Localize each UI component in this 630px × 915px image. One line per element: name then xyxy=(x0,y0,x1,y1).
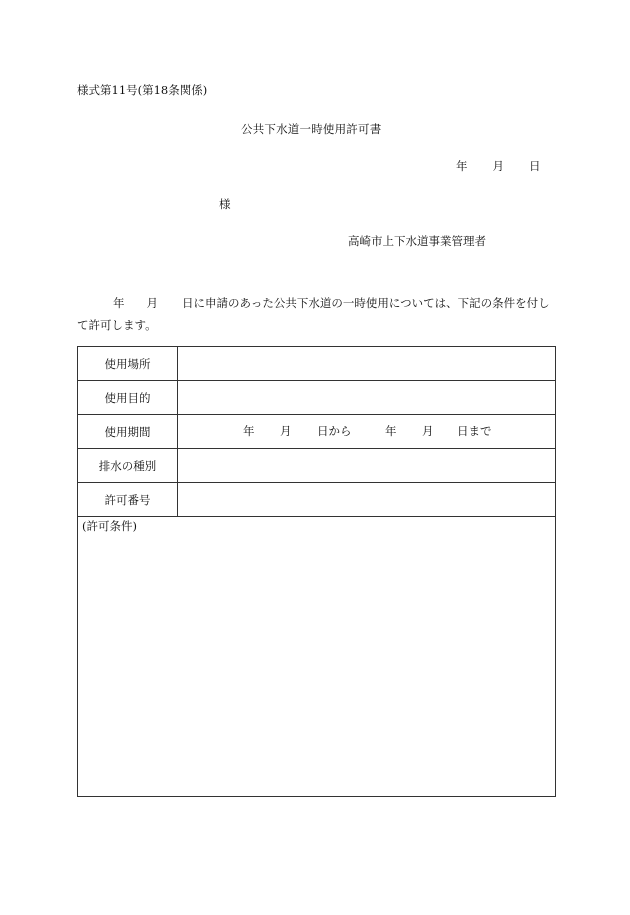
period-start-month: 月 xyxy=(280,424,292,438)
period-start-year: 年 xyxy=(243,424,255,438)
period-start-day: 日から xyxy=(317,424,352,438)
table-row xyxy=(78,449,556,483)
table-row xyxy=(78,483,556,517)
issue-date xyxy=(456,161,541,173)
date-month-label: 月 xyxy=(492,159,504,173)
period-end-day: 日まで xyxy=(457,424,492,438)
document-title: 公共下水道一時使用許可書 xyxy=(241,122,382,136)
value-drainage-type xyxy=(178,449,556,483)
value-usage-location xyxy=(178,347,556,381)
table-row xyxy=(78,347,556,381)
label-drainage-type: 排水の種別 xyxy=(78,449,178,483)
body-year-label: 年 xyxy=(113,296,125,310)
permit-conditions-label: (許可条件) xyxy=(82,519,137,533)
period-end-month: 月 xyxy=(422,424,434,438)
issuer-name: 高崎市上下水道事業管理者 xyxy=(348,234,486,248)
value-permit-number xyxy=(178,483,556,517)
label-usage-purpose: 使用目的 xyxy=(78,381,178,415)
permit-conditions-box xyxy=(77,517,556,797)
value-usage-purpose xyxy=(178,381,556,415)
form-number: 様式第11号(第18条関係) xyxy=(77,83,208,97)
date-year-label: 年 xyxy=(456,159,468,173)
body-text: 日に申請のあった公共下水道の一時使用については、下記の条件を付して許可します。 xyxy=(77,296,550,332)
permit-details-table xyxy=(77,346,556,517)
label-usage-location: 使用場所 xyxy=(78,347,178,381)
body-paragraph xyxy=(77,292,555,336)
label-usage-period: 使用期間 xyxy=(78,415,178,449)
period-end-year: 年 xyxy=(385,424,397,438)
value-usage-period xyxy=(178,415,556,449)
date-day-label: 日 xyxy=(529,159,541,173)
addressee-honorific: 様 xyxy=(219,197,231,211)
body-month-label: 月 xyxy=(146,296,158,310)
table-row xyxy=(78,381,556,415)
table-row xyxy=(78,415,556,449)
label-permit-number: 許可番号 xyxy=(78,483,178,517)
